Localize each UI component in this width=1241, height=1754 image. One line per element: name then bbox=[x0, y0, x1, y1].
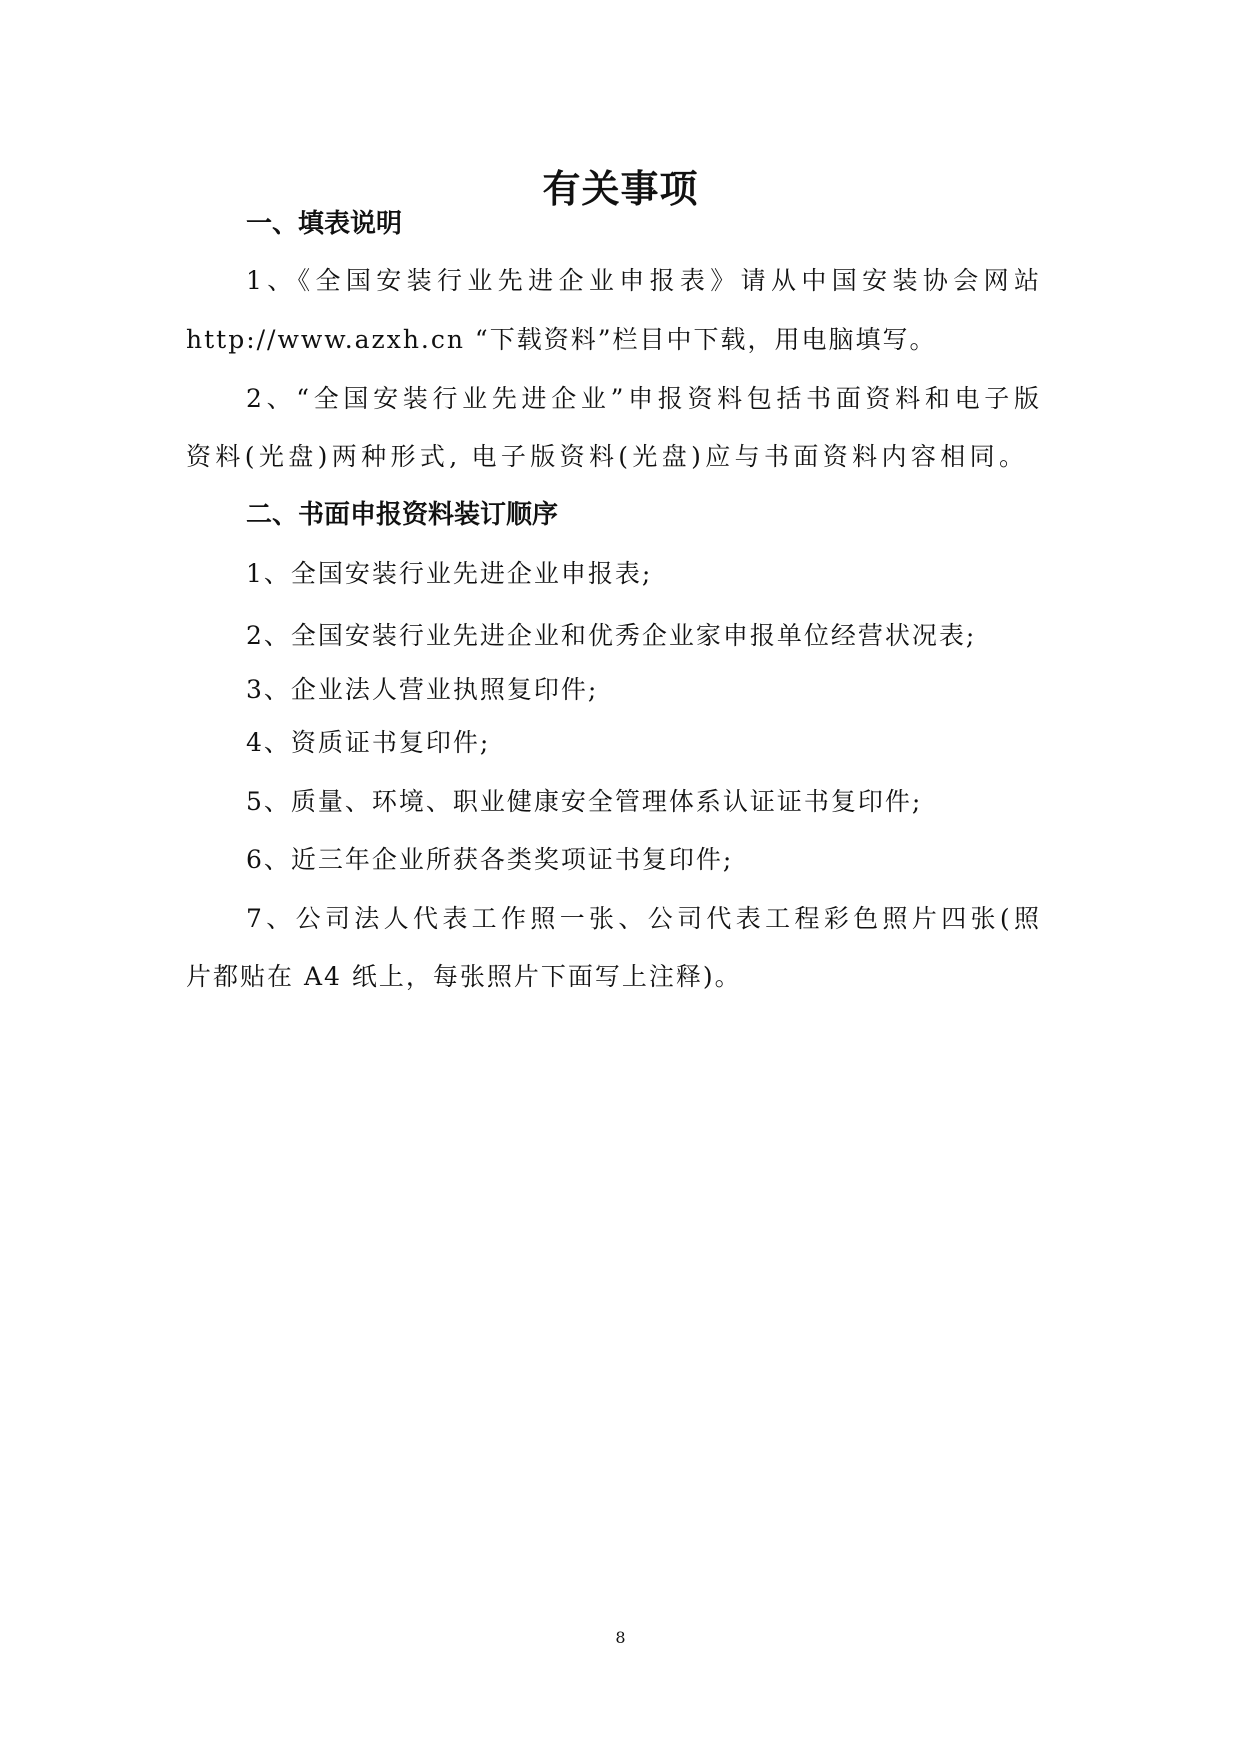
list-item: 2、全国安装行业先进企业和优秀企业家申报单位经营状况表; bbox=[246, 621, 977, 650]
instruction-1-line-1: 1、《全国安装行业先进企业申报表》请从中国安装协会网站 bbox=[246, 266, 1041, 295]
list-item: 3、企业法人营业执照复印件; bbox=[246, 675, 599, 704]
section-heading-binding-order: 二、书面申报资料装订顺序 bbox=[246, 500, 559, 530]
page-title: 有关事项 bbox=[542, 166, 699, 211]
section-heading-fill-instructions: 一、填表说明 bbox=[246, 209, 403, 239]
list-item: 1、全国安装行业先进企业申报表; bbox=[246, 559, 653, 588]
instruction-1-line-2: http://www.azxh.cn “下载资料”栏目中下载，用电脑填写。 bbox=[186, 325, 937, 354]
list-item-7-line-1: 7、公司法人代表工作照一张、公司代表工程彩色照片四张(照 bbox=[246, 904, 1041, 933]
page-number: 8 bbox=[615, 1628, 626, 1647]
list-item-7-line-2: 片都贴在 A4 纸上，每张照片下面写上注释)。 bbox=[186, 962, 742, 991]
list-item: 6、近三年企业所获各类奖项证书复印件; bbox=[246, 845, 734, 874]
instruction-2-line-1: 2、“全国安装行业先进企业”申报资料包括书面资料和电子版 bbox=[246, 384, 1041, 413]
instruction-2-line-2: 资料(光盘)两种形式, 电子版资料(光盘)应与书面资料内容相同。 bbox=[186, 442, 1026, 471]
list-item: 5、质量、环境、职业健康安全管理体系认证证书复印件; bbox=[246, 787, 923, 816]
list-item: 4、资质证书复印件; bbox=[246, 728, 491, 757]
